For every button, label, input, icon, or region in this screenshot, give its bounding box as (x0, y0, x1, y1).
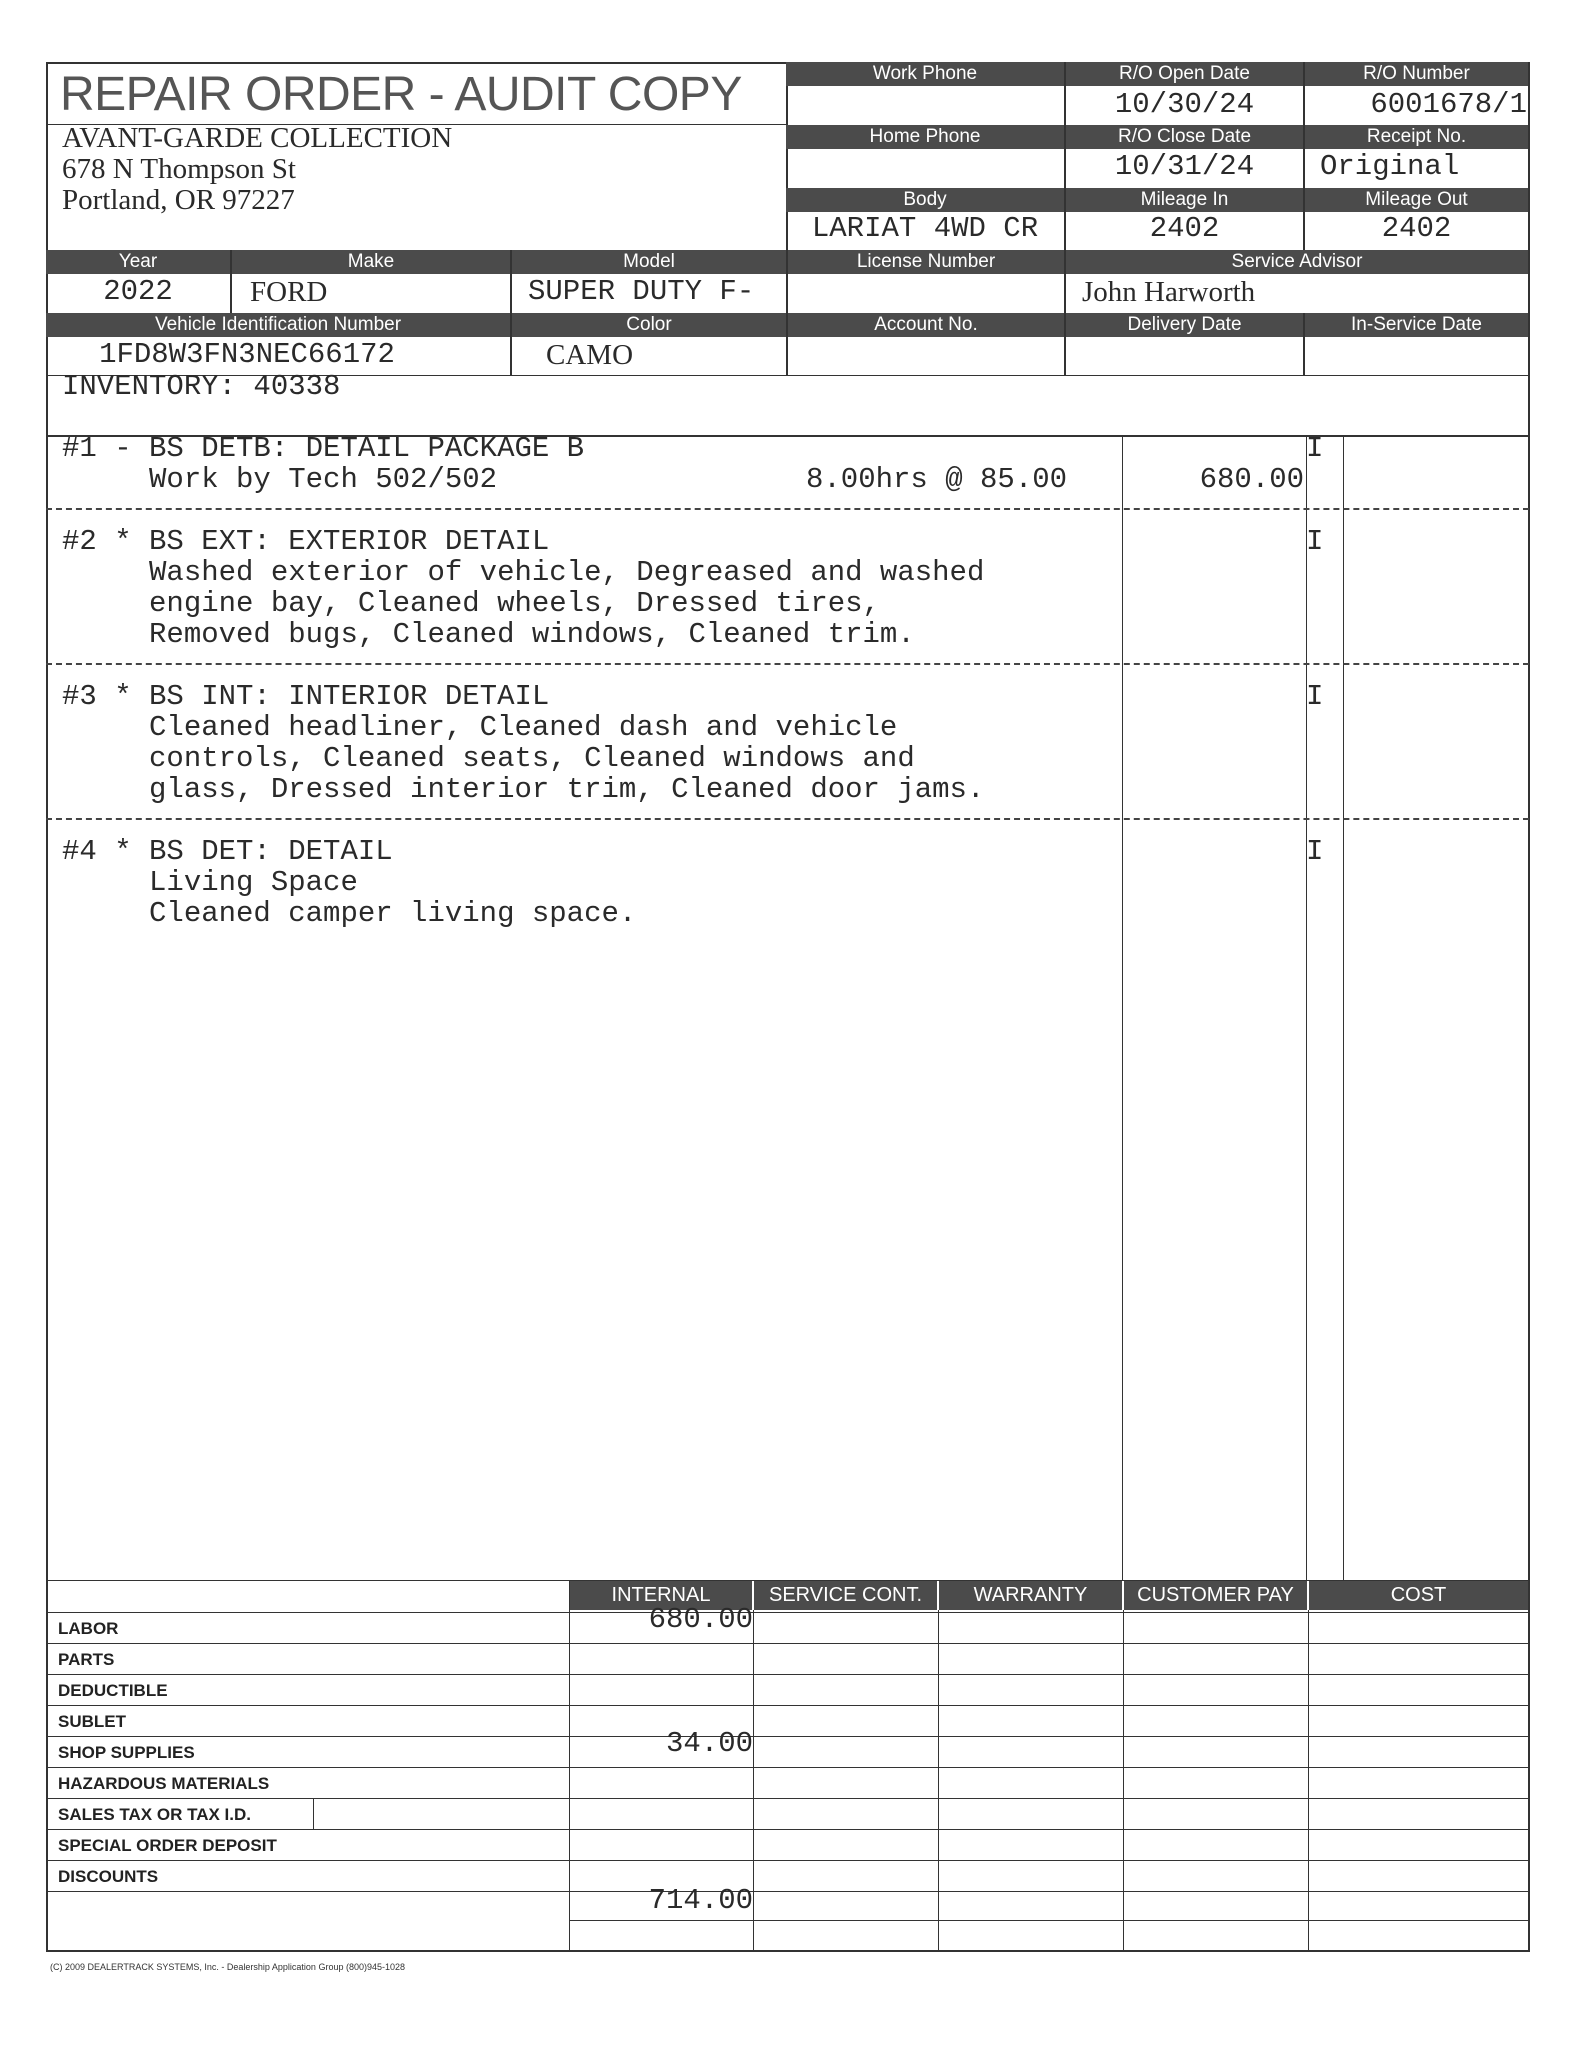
col-warranty-header: WARRANTY (939, 1580, 1122, 1610)
inventory-number: INVENTORY: 40338 (62, 370, 341, 403)
ro-open-date-value: 10/30/24 (1114, 88, 1255, 121)
job-3-title: #3 * BS INT: INTERIOR DETAIL (62, 680, 550, 713)
vin-value: 1FD8W3FN3NEC66172 (99, 338, 395, 371)
col-internal-header: INTERNAL (570, 1580, 752, 1610)
mileage-in-label: Mileage In (1066, 188, 1303, 212)
row-label-sales-tax: SALES TAX OR TAX I.D. (58, 1805, 251, 1824)
home-phone-label: Home Phone (786, 125, 1064, 149)
make-value: FORD (250, 276, 328, 308)
row-label-parts: PARTS (58, 1650, 115, 1669)
ro-close-date-label: R/O Close Date (1066, 125, 1303, 149)
in-service-date-label: In-Service Date (1305, 313, 1528, 337)
internal-shop-supplies-value: 34.00 (665, 1727, 753, 1760)
ro-close-date-value: 10/31/24 (1114, 150, 1255, 183)
job-1-amount: 680.00 (1199, 463, 1304, 496)
dealer-name: AVANT-GARDE COLLECTION (62, 122, 453, 154)
mileage-in-value: 2402 (1149, 212, 1220, 245)
ro-number-label: R/O Number (1305, 62, 1528, 86)
row-label-hazardous-materials: HAZARDOUS MATERIALS (58, 1774, 270, 1793)
mileage-out-value: 2402 (1381, 212, 1452, 245)
body-value: LARIAT 4WD CR (811, 212, 1039, 245)
dealer-street: 678 N Thompson St (62, 153, 296, 185)
dealer-city-state-zip: Portland, OR 97227 (62, 184, 295, 216)
job-1-pay-flag: I (1306, 432, 1324, 465)
job-3-desc-line-3: glass, Dressed interior trim, Cleaned door jams. (62, 773, 985, 806)
job-3-pay-flag: I (1306, 680, 1324, 713)
job-1-detail: Work by Tech 502/502 (62, 463, 498, 496)
job-2-pay-flag: I (1306, 525, 1324, 558)
year-value: 2022 (103, 275, 173, 308)
license-number-label: License Number (788, 250, 1064, 274)
copyright-footer: (C) 2009 DEALERTRACK SYSTEMS, Inc. - Dealership Application Group (800)945-1028 (50, 1962, 405, 1972)
row-label-special-order-deposit: SPECIAL ORDER DEPOSIT (58, 1836, 277, 1855)
job-2-desc-line-2: engine bay, Cleaned wheels, Dressed tires, (62, 587, 880, 620)
account-no-label: Account No. (788, 313, 1064, 337)
color-value: CAMO (546, 339, 634, 371)
job-2-title: #2 * BS EXT: EXTERIOR DETAIL (62, 525, 550, 558)
col-service-cont-header: SERVICE CONT. (754, 1580, 937, 1610)
service-advisor-label: Service Advisor (1066, 250, 1528, 274)
internal-labor-value: 680.00 (648, 1603, 753, 1636)
row-label-discounts: DISCOUNTS (58, 1867, 159, 1886)
row-label-shop-supplies: SHOP SUPPLIES (58, 1743, 195, 1762)
row-label-deductible: DEDUCTIBLE (58, 1681, 168, 1700)
document-title: REPAIR ORDER - AUDIT COPY (60, 68, 742, 121)
row-label-sublet: SUBLET (58, 1712, 126, 1731)
receipt-no-value: Original (1320, 150, 1460, 183)
row-label-labor: LABOR (58, 1619, 119, 1638)
job-3-desc-line-2: controls, Cleaned seats, Cleaned windows and (62, 742, 915, 775)
ro-number-value: 6001678/1 (1370, 88, 1527, 121)
body-label: Body (786, 188, 1064, 212)
year-label: Year (46, 250, 230, 274)
job-4-desc-line-1: Living Space (62, 866, 358, 899)
model-value: SUPER DUTY F- (528, 275, 755, 308)
col-customer-pay-header: CUSTOMER PAY (1124, 1580, 1307, 1610)
ro-open-date-label: R/O Open Date (1066, 62, 1303, 86)
mileage-out-label: Mileage Out (1305, 188, 1528, 212)
job-4-desc-line-2: Cleaned camper living space. (62, 897, 637, 930)
receipt-no-label: Receipt No. (1305, 125, 1528, 149)
service-advisor-value: John Harworth (1082, 276, 1256, 308)
vin-label: Vehicle Identification Number (46, 313, 510, 337)
model-label: Model (512, 250, 786, 274)
job-3-desc-line-1: Cleaned headliner, Cleaned dash and vehicle (62, 711, 898, 744)
col-cost-header: COST (1309, 1580, 1528, 1610)
color-label: Color (512, 313, 786, 337)
work-phone-label: Work Phone (786, 62, 1064, 86)
make-label: Make (232, 250, 510, 274)
job-1-hours-rate: 8.00hrs @ 85.00 (806, 463, 1068, 496)
delivery-date-label: Delivery Date (1066, 313, 1303, 337)
job-4-pay-flag: I (1306, 835, 1324, 868)
job-1-title: #1 - BS DETB: DETAIL PACKAGE B (62, 432, 585, 465)
job-2-desc-line-3: Removed bugs, Cleaned windows, Cleaned trim. (62, 618, 915, 651)
job-4-title: #4 * BS DET: DETAIL (62, 835, 393, 868)
internal-total-value: 714.00 (648, 1884, 753, 1917)
job-2-desc-line-1: Washed exterior of vehicle, Degreased and washed (62, 556, 985, 589)
